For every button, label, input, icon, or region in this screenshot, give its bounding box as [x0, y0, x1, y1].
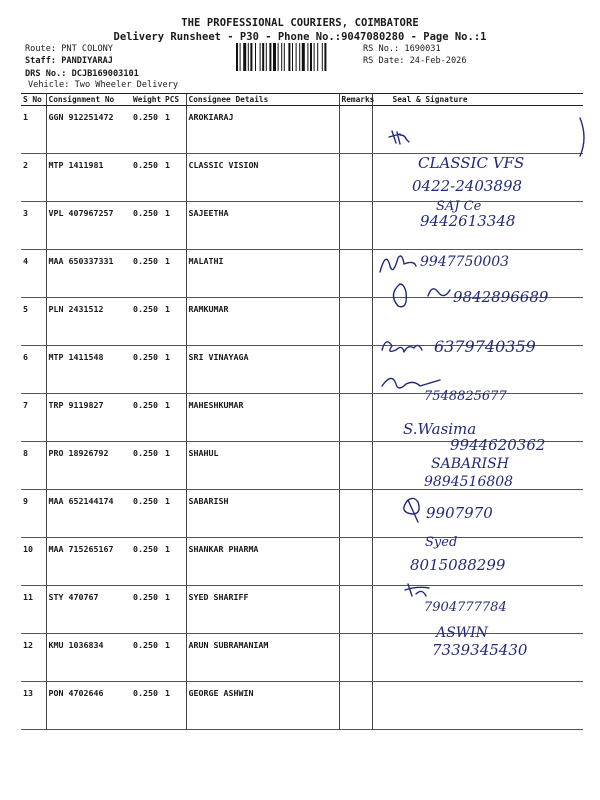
cell-remarks [339, 538, 372, 586]
cell-sno: 8 [21, 442, 46, 490]
table-row [21, 298, 583, 346]
cell-remarks [339, 490, 372, 538]
cell-sno: 2 [21, 154, 46, 202]
cell-pcs: 1 [163, 394, 186, 442]
cell-consignee: AROKIARAJ [186, 106, 339, 154]
runsheet-subtitle: Delivery Runsheet - P30 - Phone No.:9047080280 - Page No.:1 [113, 31, 487, 43]
cell-consignee: MAHESHKUMAR [186, 394, 339, 442]
cell-sno: 1 [21, 106, 46, 154]
cell-weight: 0.250 [131, 586, 163, 634]
cell-weight: 0.250 [131, 634, 163, 682]
table-row [21, 394, 583, 442]
table-row [21, 106, 583, 154]
drs-value: DCJB169003101 [71, 69, 139, 79]
table-header-row [21, 94, 583, 106]
rs-date-value: 24-Feb-2026 [409, 56, 467, 66]
handwriting-syed: Syed [425, 535, 458, 550]
cell-sno: 6 [21, 346, 46, 394]
handwriting-phone-6: 6379740359 [434, 337, 536, 356]
cell-consignee: GEORGE ASHWIN [186, 682, 339, 730]
cell-remarks [339, 634, 372, 682]
handwriting-phone-3: 9442613348 [420, 212, 516, 230]
cell-pcs: 1 [163, 586, 186, 634]
cell-weight: 0.250 [131, 442, 163, 490]
handwriting-swasima: S.Wasima [403, 420, 477, 438]
table-row [21, 586, 583, 634]
cell-consignee: SABARISH [186, 490, 339, 538]
cell-remarks [339, 250, 372, 298]
drs-label: DRS No.: [25, 69, 67, 79]
cell-consignee: SHANKAR PHARMA [186, 538, 339, 586]
cell-weight: 0.250 [131, 394, 163, 442]
cell-remarks [339, 202, 372, 250]
staff-line [25, 56, 113, 66]
table-row [21, 538, 583, 586]
runsheet-table [21, 93, 583, 730]
cell-seal [372, 106, 583, 154]
handwriting-saj: SAJ Ce [436, 199, 482, 214]
handwriting-classic: CLASSIC VFS [418, 154, 525, 172]
cell-weight: 0.250 [131, 682, 163, 730]
col-seal: Seal & Signature [372, 94, 583, 106]
handwriting-phone-9: 9894516808 [424, 474, 514, 490]
cell-consignee: SHAHUL [186, 442, 339, 490]
company-title: THE PROFESSIONAL COURIERS, COIMBATORE [181, 17, 419, 29]
table-row [21, 682, 583, 730]
col-consignee: Consignee Details [186, 94, 339, 106]
cell-seal [372, 538, 583, 586]
cell-consignment: STY 470767 [46, 586, 131, 634]
cell-consignment: MAA 650337331 [46, 250, 131, 298]
cell-seal [372, 250, 583, 298]
table-row [21, 346, 583, 394]
cell-seal [372, 394, 583, 442]
rs-no-label: RS No.: [363, 44, 400, 54]
cell-consignment: MAA 652144174 [46, 490, 131, 538]
cell-sno: 7 [21, 394, 46, 442]
rs-date-line [363, 56, 467, 66]
cell-consignment: TRP 9119827 [46, 394, 131, 442]
cell-weight: 0.250 [131, 346, 163, 394]
cell-pcs: 1 [163, 538, 186, 586]
cell-sno: 4 [21, 250, 46, 298]
rs-date-label: RS Date: [363, 56, 405, 66]
cell-pcs: 1 [163, 682, 186, 730]
col-remarks: Remarks [339, 94, 372, 106]
cell-pcs: 1 [163, 106, 186, 154]
cell-consignment: MTP 1411548 [46, 346, 131, 394]
handwriting-phone-8: 9944620362 [450, 436, 546, 454]
cell-remarks [339, 154, 372, 202]
cell-seal [372, 634, 583, 682]
handwriting-phone-11: 8015088299 [410, 556, 506, 574]
cell-pcs: 1 [163, 634, 186, 682]
cell-consignee: CLASSIC VISION [186, 154, 339, 202]
cell-pcs: 1 [163, 202, 186, 250]
cell-sno: 12 [21, 634, 46, 682]
cell-consignment: GGN 912251472 [46, 106, 131, 154]
barcode-image [236, 43, 359, 71]
vehicle-label: Vehicle: [28, 80, 70, 90]
cell-seal [372, 490, 583, 538]
col-sno: S No [21, 94, 46, 106]
cell-weight: 0.250 [131, 490, 163, 538]
table-row [21, 634, 583, 682]
col-weight: Weight [133, 95, 162, 104]
cell-consignment: PRO 18926792 [46, 442, 131, 490]
cell-pcs: 1 [163, 490, 186, 538]
cell-seal [372, 298, 583, 346]
cell-weight: 0.250 [131, 250, 163, 298]
handwriting-phone-10: 9907970 [426, 504, 493, 522]
cell-seal [372, 442, 583, 490]
handwriting-phone-7: 7548825677 [424, 389, 507, 404]
cell-sno: 3 [21, 202, 46, 250]
cell-weight: 0.250 [131, 154, 163, 202]
rs-no-line [363, 44, 441, 54]
handwriting-phone-4: 9947750003 [420, 254, 510, 270]
route-line [25, 44, 113, 54]
cell-pcs: 1 [163, 250, 186, 298]
cell-remarks [339, 586, 372, 634]
handwriting-phone-12: 7904777784 [424, 600, 507, 615]
cell-remarks [339, 106, 372, 154]
cell-consignee: RAMKUMAR [186, 298, 339, 346]
cell-weight: 0.250 [131, 538, 163, 586]
table-row [21, 250, 583, 298]
cell-consignment: MAA 715265167 [46, 538, 131, 586]
cell-seal [372, 154, 583, 202]
drs-line [25, 69, 139, 79]
cell-remarks [339, 682, 372, 730]
cell-seal [372, 586, 583, 634]
table-row [21, 490, 583, 538]
cell-seal [372, 202, 583, 250]
col-pcs: PCS [163, 94, 186, 106]
cell-remarks [339, 346, 372, 394]
cell-sno: 10 [21, 538, 46, 586]
cell-remarks [339, 394, 372, 442]
vehicle-line [28, 80, 178, 90]
cell-pcs: 1 [163, 346, 186, 394]
rs-no-value: 1690031 [404, 44, 441, 54]
cell-consignee: SYED SHARIFF [186, 586, 339, 634]
cell-pcs: 1 [163, 442, 186, 490]
cell-consignee: SAJEETHA [186, 202, 339, 250]
cell-sno: 13 [21, 682, 46, 730]
cell-consignment: KMU 1036834 [46, 634, 131, 682]
cell-sno: 11 [21, 586, 46, 634]
cell-sno: 9 [21, 490, 46, 538]
cell-weight: 0.250 [131, 106, 163, 154]
staff-label: Staff: [25, 56, 57, 66]
cell-pcs: 1 [163, 154, 186, 202]
cell-weight: 0.250 [131, 298, 163, 346]
handwriting-phone-5: 9842896689 [453, 288, 549, 306]
cell-seal [372, 346, 583, 394]
cell-remarks [339, 298, 372, 346]
cell-consignment: PON 4702646 [46, 682, 131, 730]
cell-consignee: ARUN SUBRAMANIAM [186, 634, 339, 682]
cell-consignment: MTP 1411981 [46, 154, 131, 202]
col-consignment: Consignment No [46, 94, 131, 106]
cell-sno: 5 [21, 298, 46, 346]
cell-consignment: VPL 407967257 [46, 202, 131, 250]
handwriting-sabarish: SABARISH [431, 456, 509, 472]
table-row [21, 154, 583, 202]
vehicle-value: Two Wheeler Delivery [74, 80, 179, 90]
handwriting-phone-2: 0422-2403898 [412, 177, 523, 195]
cell-consignee: MALATHI [186, 250, 339, 298]
cell-weight: 0.250 [131, 202, 163, 250]
cell-remarks [339, 442, 372, 490]
handwriting-ashwin: ASWIN [436, 625, 488, 641]
route-value: PNT COLONY [61, 44, 113, 54]
cell-seal [372, 682, 583, 730]
table-row [21, 202, 583, 250]
handwriting-phone-13: 7339345430 [432, 641, 528, 659]
cell-consignment: PLN 2431512 [46, 298, 131, 346]
cell-pcs: 1 [163, 298, 186, 346]
cell-consignee: SRI VINAYAGA [186, 346, 339, 394]
route-label: Route: [25, 44, 57, 54]
staff-value: PANDIYARAJ [61, 56, 113, 66]
table-row [21, 442, 583, 490]
